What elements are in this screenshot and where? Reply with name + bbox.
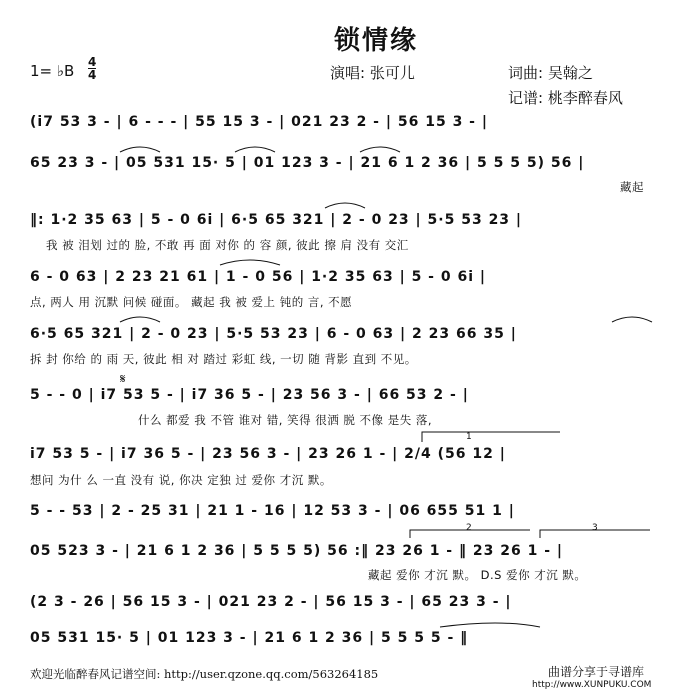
slur (235, 147, 275, 152)
segno-sign: 𝄋 (120, 372, 126, 387)
score-row-6: 5 - - 0 | i7 53 5 - | i7 36 5 - | 23 56 3 - | 66 53 2 - | (30, 387, 469, 403)
transcriber-credit: 记谱: 桃李醉春风 (508, 89, 623, 107)
score-row-7: i7 53 5 - | i7 36 5 - | 23 56 3 - | 23 26 1 - | 2/4 (56 12 | (30, 446, 506, 462)
score-row-4: 6 - 0 63 | 2 23 21 61 | 1 - 0 56 | 1·2 35 63 | 5 - 0 6i | (30, 269, 487, 285)
volta-label-3: 3 (592, 523, 598, 533)
composer-credit: 词曲: 吴翰之 (508, 64, 593, 82)
lyrics-row-7: 想问 为什 么 一直 没有 说, 你决 定独 过 爱你 才沉 默。 (30, 473, 332, 487)
score-row-5: 6·5 65 321 | 2 - 0 23 | 5·5 53 23 | 6 - 0 63 | 2 23 66 35 | (30, 326, 517, 342)
slur (440, 623, 540, 627)
key-signature: 1= ♭B (30, 62, 75, 80)
volta-label-2: 2 (466, 523, 472, 533)
score-row-8: 5 - - 53 | 2 - 25 31 | 21 1 - 16 | 12 53 3 - | 06 655 51 1 | (30, 503, 515, 519)
lyrics-row-5: 拆 封 你给 的 雨 天, 彼此 相 对 踏过 彩虹 线, 一切 随 背影 直到 不见。 (30, 352, 417, 366)
time-sig-top: 4 (88, 55, 97, 69)
lyrics-row-6: 什么 都爱 我 不管 谁对 错, 笑得 很洒 脱 不像 是失 落, (138, 413, 433, 427)
lyrics-row-4: 点, 两人 用 沉默 问候 碰面。 藏起 我 被 爱上 钝的 言, 不愿 (30, 295, 353, 309)
score-row-1: (i7 53 3 - | 6 - - - | 55 15 3 - | 021 23 2 - | 56 15 3 - | (30, 114, 488, 130)
score-row-3: ‖: 1·2 35 63 | 5 - 0 6i | 6·5 65 321 | 2 - 0 23 | 5·5 53 23 | (30, 212, 523, 228)
lyrics-row-9: 藏起 爱你 才沉 默。 D.S 爱你 才沉 默。 (368, 568, 587, 582)
footer-welcome: 欢迎光临醉春风记谱空间: http://user.qzone.qq.com/563264185 (30, 667, 379, 681)
score-row-9: 05 523 3 - | 21 6 1 2 36 | 5 5 5 5) 56 :‖ 23 26 1 - ‖ 23 26 1 - | (30, 543, 563, 559)
site-brand: 曲谱分享于寻谱库 (548, 665, 645, 679)
score-row-2: 65 23 3 - | 05 531 15· 5 | 01 123 3 - | 21 6 1 2 36 | 5 5 5 5) 56 | (30, 155, 585, 171)
volta-label-1: 1 (466, 432, 472, 442)
slur (612, 317, 652, 322)
slur (120, 147, 160, 152)
lyrics-row-3: 我 被 泪划 过的 脸, 不敢 再 面 对你 的 容 颜, 彼此 擦 肩 没有 交汇 (46, 238, 409, 252)
score-row-11: 05 531 15· 5 | 01 123 3 - | 21 6 1 2 36 | 5 5 5 5 - ‖ (30, 630, 469, 646)
score-row-10: (2 3 - 26 | 56 15 3 - | 021 23 2 - | 56 15 3 - | 65 23 3 - | (30, 594, 512, 610)
site-url[interactable]: http://www.XUNPUKU.COM (532, 680, 652, 690)
slur (120, 317, 160, 322)
singer-credit: 演唱: 张可儿 (330, 64, 415, 82)
volta-bracket-1 (422, 432, 560, 442)
lyrics-row-2: 藏起 (620, 180, 644, 194)
song-title: 锁情缘 (334, 26, 419, 56)
slur (325, 203, 365, 208)
slur (360, 147, 400, 152)
slur (220, 260, 280, 265)
time-sig-bottom: 4 (88, 68, 97, 82)
